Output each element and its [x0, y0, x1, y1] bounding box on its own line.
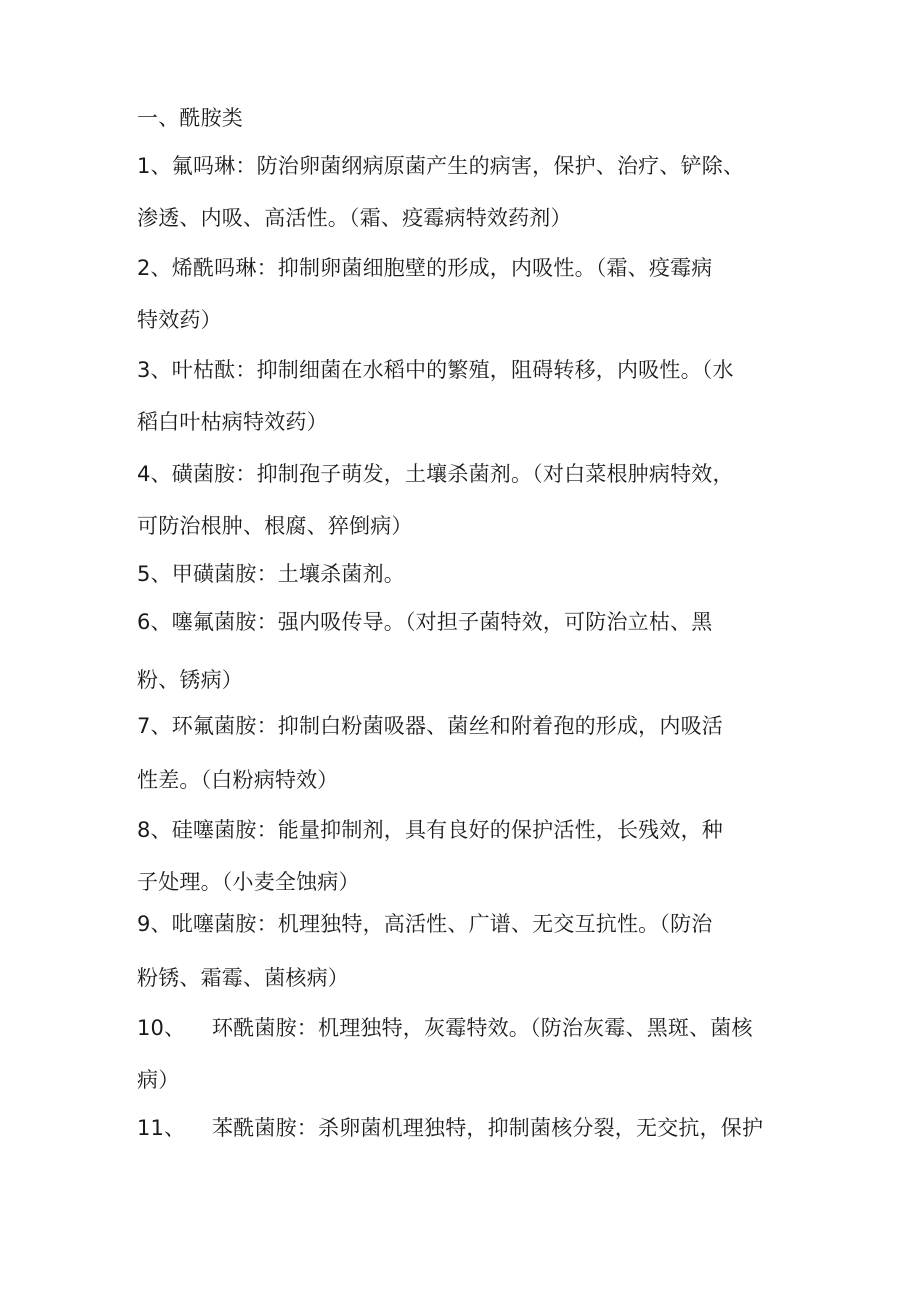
list-item-7-line-2: 性差。（白粉病特效） — [137, 768, 339, 792]
item-number: 11、 — [137, 1116, 186, 1140]
item-number: 5、 — [137, 562, 172, 586]
list-item-2-line-1 — [137, 253, 807, 283]
item-text: 吡噻菌胺：机理独特，高活性、广谱、无交互抗性。（防治 — [171, 912, 713, 936]
list-item-11-line-1 — [137, 1113, 807, 1143]
item-number: 9、 — [137, 912, 172, 936]
item-number: 3、 — [137, 358, 172, 382]
item-text: 硅噻菌胺：能量抑制剂，具有良好的保护活性，长残效，种 — [171, 818, 723, 842]
item-number: 2、 — [137, 256, 172, 280]
item-number: 7、 — [137, 714, 172, 738]
item-text: 噻氟菌胺：强内吸传导。（对担子菌特效，可防治立枯、黑 — [171, 610, 713, 634]
list-item-6-line-2: 粉、锈病） — [137, 668, 243, 692]
list-item-3-line-2: 稻白叶枯病特效药） — [137, 410, 328, 434]
item-text: 环氟菌胺：抑制白粉菌吸器、菌丝和附着孢的形成，内吸活 — [171, 714, 723, 738]
list-item-7-line-1 — [137, 711, 807, 741]
list-item-6-line-1 — [137, 607, 807, 637]
list-item-8-line-2: 子处理。（小麦全蚀病） — [137, 870, 360, 894]
item-text: 苯酰菌胺：杀卵菌机理独特，抑制菌核分裂，无交抗，保护 — [212, 1116, 764, 1140]
item-number: 8、 — [137, 818, 172, 842]
item-text: 氟吗琳：防治卵菌纲病原菌产生的病害，保护、治疗、铲除、 — [171, 154, 745, 178]
list-item-2-line-2: 特效药） — [137, 308, 222, 332]
item-text: 磺菌胺：抑制孢子萌发，土壤杀菌剂。（对白菜根肿病特效， — [171, 462, 734, 486]
item-text: 环酰菌胺：机理独特，灰霉特效。（防治灰霉、黑斑、菌核 — [212, 1016, 753, 1040]
item-text: 烯酰吗琳：抑制卵菌细胞壁的形成，内吸性。（霜、疫霉病 — [171, 256, 713, 280]
list-item-10-line-2: 病） — [137, 1068, 180, 1092]
list-item-1-line-2: 渗透、内吸、高活性。（霜、疫霉病特效药剂） — [137, 206, 572, 230]
item-text: 甲磺菌胺：土壤杀菌剂。 — [171, 562, 405, 586]
list-item-3-line-1 — [137, 355, 807, 385]
list-item-9-line-2: 粉锈、霜霉、菌核病） — [137, 966, 349, 990]
item-number: 6、 — [137, 610, 172, 634]
list-item-8-line-1 — [137, 815, 807, 845]
item-number: 4、 — [137, 462, 172, 486]
list-item-4-line-1 — [137, 459, 807, 489]
list-item-4-line-2: 可防治根肿、根腐、猝倒病） — [137, 514, 413, 538]
list-item-5-line-1 — [137, 559, 807, 589]
section-heading: 一、酰胺类 — [137, 106, 243, 130]
item-number: 10、 — [137, 1016, 186, 1040]
item-number: 1、 — [137, 154, 172, 178]
list-item-1-line-1 — [137, 151, 807, 181]
item-text: 叶枯酞：抑制细菌在水稻中的繁殖，阻碍转移，内吸性。（水 — [171, 358, 734, 382]
list-item-10-line-1 — [137, 1013, 807, 1043]
list-item-9-line-1 — [137, 909, 807, 939]
